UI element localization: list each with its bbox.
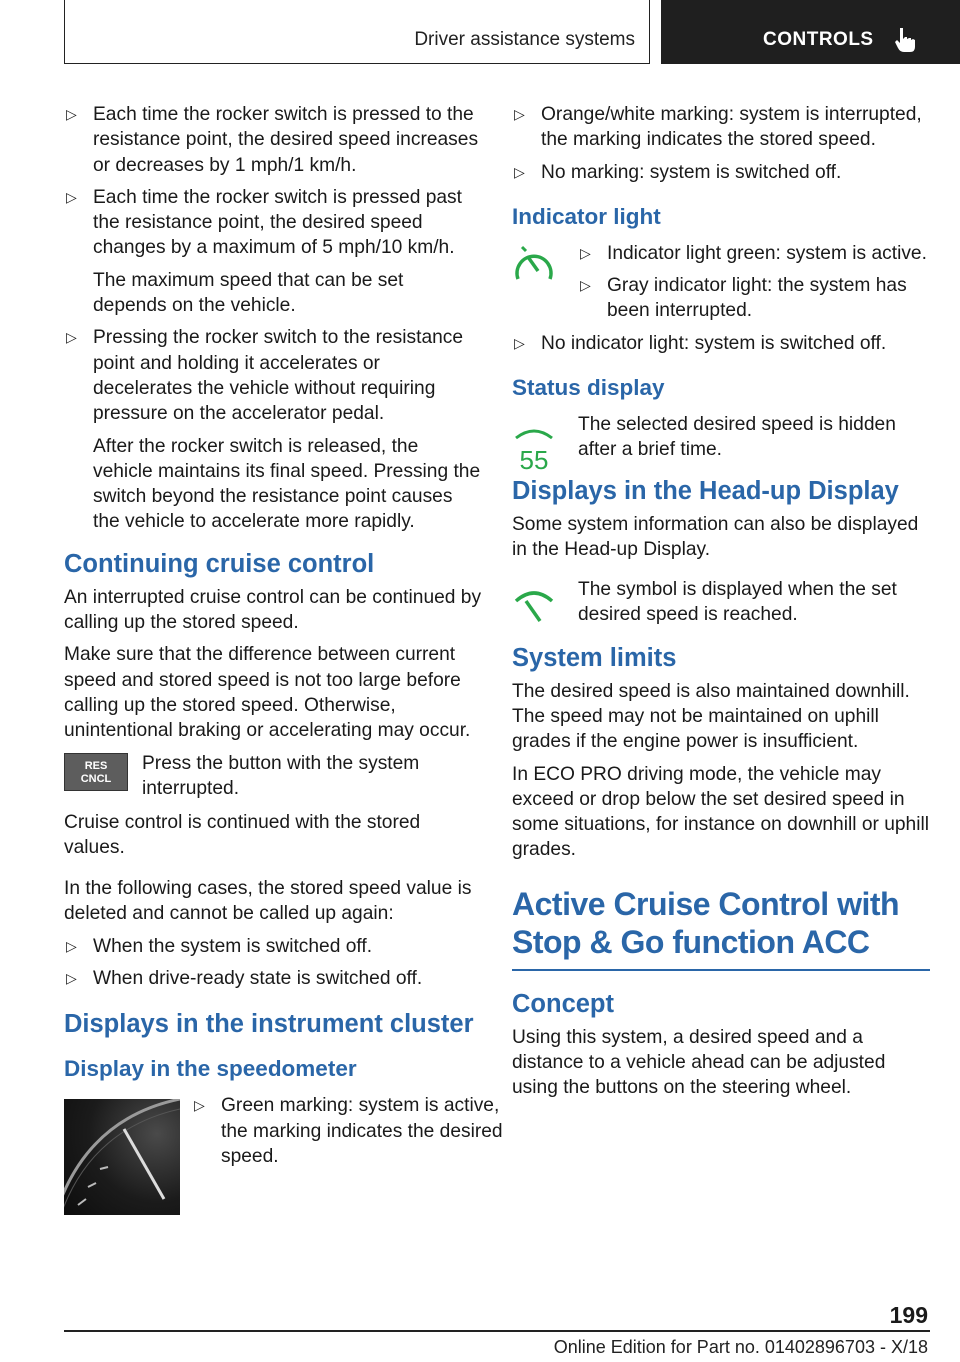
right-column	[512, 102, 930, 1108]
list-item: ▷ Indicator light green: system is active.	[578, 241, 930, 266]
paragraph: The desired speed is also maintained downhill. The speed may not be maintained on uphill grades if the engine power is insufficient.	[512, 680, 910, 753]
edition-footer: Online Edition for Part no. 01402896703 - X/18	[553, 1337, 928, 1357]
triangle-bullet-icon: ▷	[66, 937, 77, 954]
triangle-bullet-icon: ▷	[580, 277, 591, 294]
paragraph: Cruise control is continued with the stored values.	[64, 811, 421, 858]
header-section-title: Driver assistance systems	[414, 29, 635, 50]
list-item: ▷ When drive-ready state is switched off.	[64, 966, 482, 991]
list-item: ▷ Green marking: system is active, the marking indicates the desired speed.	[194, 1095, 503, 1167]
left-column	[64, 102, 503, 1211]
subsection-heading: Status display	[512, 375, 665, 401]
list-item: ▷ No indicator light: system is switched off.	[512, 331, 930, 356]
header-section-tab	[64, 0, 650, 64]
header-chapter-tab	[661, 0, 960, 64]
paragraph: Some system information can also be displayed in the Head-up Display.	[512, 514, 919, 561]
hud-row: The symbol is displayed when the set desired speed is reached.	[512, 577, 930, 629]
list-item: ▷ Orange/white marking: system is interrupted, the marking indicates the stored speed.	[514, 104, 922, 151]
header-chapter-title: CONTROLS	[763, 29, 874, 50]
list-item: ▷ Gray indicator light: the system has been interrupted.	[580, 275, 907, 322]
status-arc-icon	[512, 426, 556, 440]
paragraph: An interrupted cruise control can be continued by calling up the stored speed.	[64, 586, 482, 634]
triangle-bullet-icon: ▷	[514, 106, 525, 122]
page-number: 199	[889, 1302, 928, 1328]
footer-divider	[64, 1330, 930, 1332]
status-row: 55 The selected desired speed is hidden after a brief time.	[512, 412, 930, 464]
paragraph: In the following cases, the stored speed value is deleted and cannot be called up again:	[64, 878, 472, 925]
section-heading: Continuing cruise control	[64, 549, 375, 578]
list-item: ▷ Pressing the rocker switch to the resistance point and holding it accelerates or decelerates the vehicle without requiring pressure on the accelerator pedal. After the rocker switch is released, the vehicle maintains its final speed. Pressing the switch beyond the resistance point causes the vehicle to accelerate more rapidly.	[66, 327, 481, 533]
triangle-bullet-icon: ▷	[66, 106, 77, 122]
status-speed-icon: 55	[512, 422, 556, 473]
list-item: ▷ Each time the rocker switch is pressed to the resistance point, the desired speed increases or decreases by 1 mph/1 km/h.	[66, 104, 479, 176]
indicator-row	[512, 241, 930, 324]
section-heading: Concept	[512, 989, 614, 1018]
speedometer-image-icon	[64, 1099, 180, 1215]
cruise-indicator-icon	[512, 245, 556, 289]
triangle-bullet-icon: ▷	[580, 244, 591, 261]
hand-pointer-icon	[894, 26, 920, 54]
paragraph: Make sure that the difference between current speed and stored speed is not too large before calling up the stored speed. Otherwise, unintentional braking or accelerating may occur.	[64, 644, 471, 742]
paragraph: Using this system, a desired speed and a distance to a vehicle ahead can be adjusted using the buttons on the steering wheel.	[512, 1026, 886, 1099]
res-cncl-button-icon: RES CNCL	[64, 753, 128, 791]
list-item: ▷ When the system is switched off.	[64, 934, 482, 959]
subsection-heading: Indicator light	[512, 203, 661, 229]
triangle-bullet-icon: ▷	[66, 970, 77, 987]
section-heading: Displays in the instrument cluster	[64, 1010, 474, 1039]
section-heading: Displays in the Head-up Display	[512, 477, 899, 506]
speedometer-photo	[64, 1099, 180, 1215]
speedometer-row	[64, 1093, 503, 1211]
chapter-heading: Active Cruise Control with Stop & Go function ACC	[512, 885, 930, 971]
hud-speed-icon	[512, 587, 556, 631]
triangle-bullet-icon: ▷	[514, 334, 525, 351]
res-button-row: RES CNCL Press the button with the system interrupted.	[64, 751, 482, 803]
list-item: ▷ No marking: system is switched off.	[512, 160, 930, 185]
triangle-bullet-icon: ▷	[66, 188, 77, 205]
triangle-bullet-icon: ▷	[514, 163, 525, 180]
triangle-bullet-icon: ▷	[194, 1097, 205, 1114]
list-item: ▷ Each time the rocker switch is pressed past the resistance point, the desired speed changes by a maximum of 5 mph/10 km/h. The maximum speed that can be set depends on the vehicle.	[66, 186, 462, 317]
paragraph: In ECO PRO driving mode, the vehicle may exceed or drop below the set desired speed in some situations, for instance on downhill or uphill grades.	[512, 763, 930, 861]
section-heading: System limits	[512, 643, 677, 672]
triangle-bullet-icon: ▷	[66, 329, 77, 346]
subsection-heading: Display in the speedometer	[64, 1056, 357, 1082]
